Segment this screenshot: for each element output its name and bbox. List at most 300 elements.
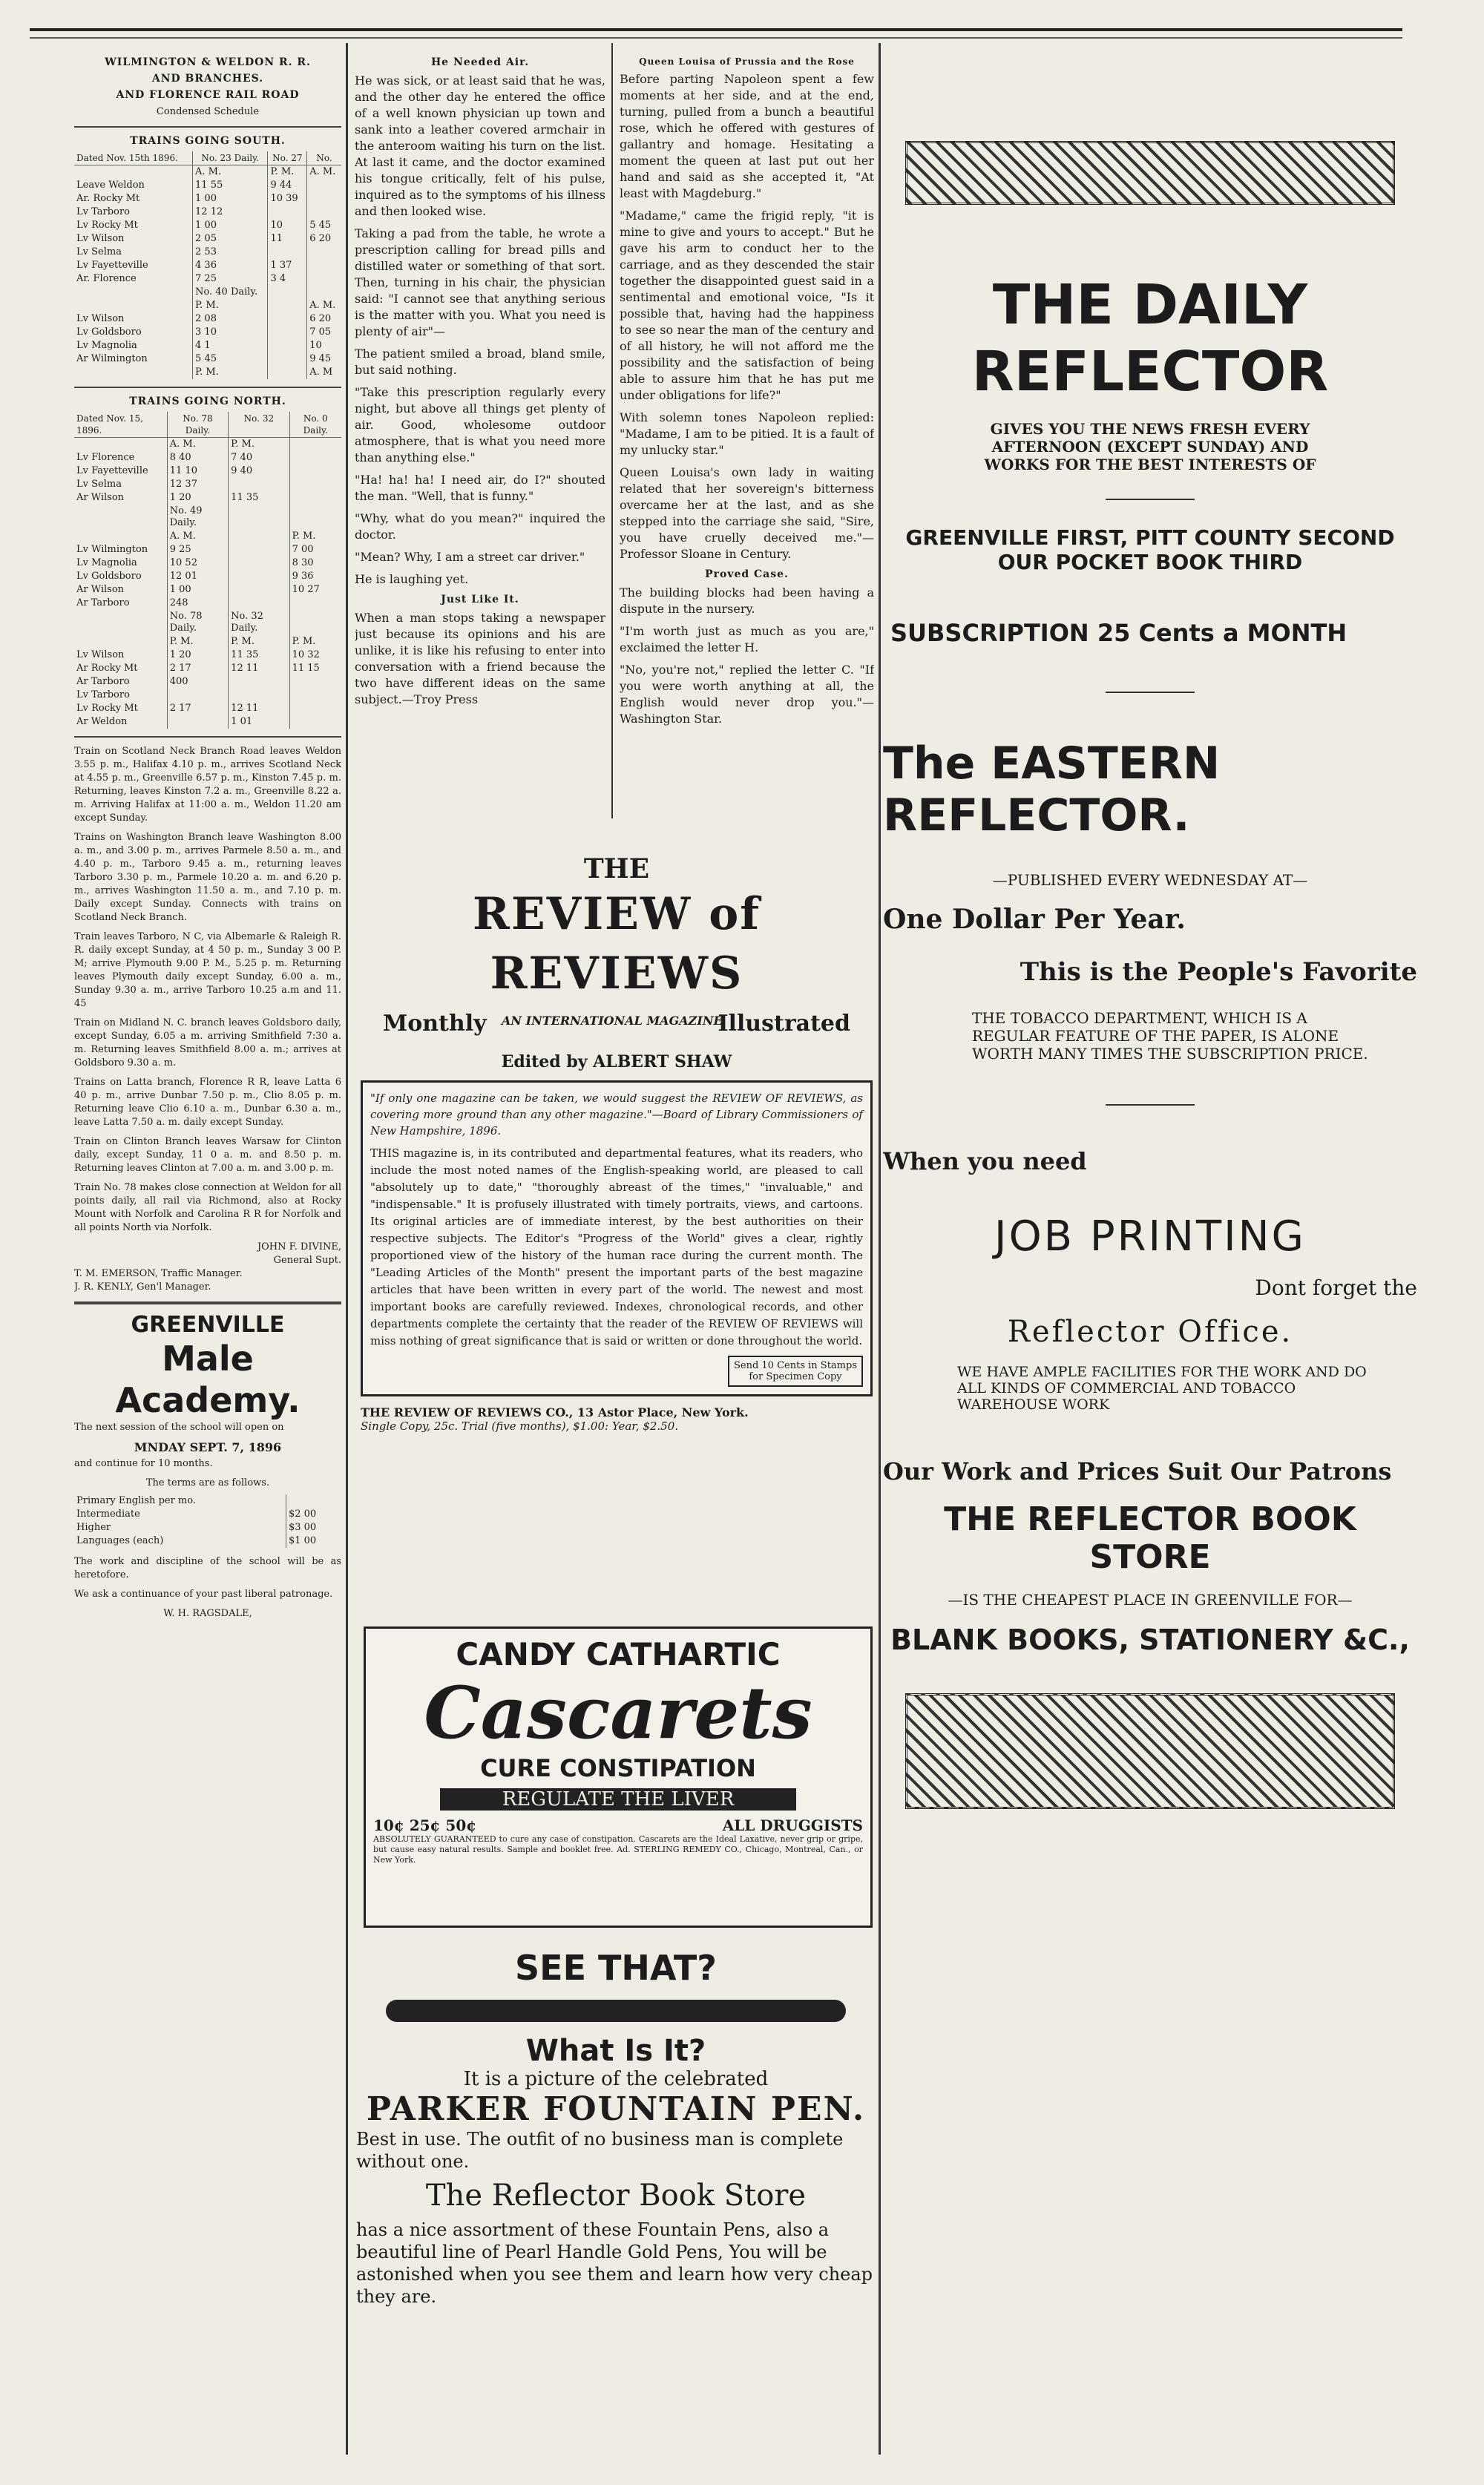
fountain-pen-icon	[386, 2000, 846, 2022]
timetable-row	[74, 570, 341, 583]
table-cell: 1 00	[193, 219, 268, 232]
timetable-row	[74, 451, 341, 464]
paragraph: Before parting Napoleon spent a few moments at her side, and at the end, turning, pulled from a bunch a beautiful rose, which he offered with gestures of gallantry and homage. Hesitating a moment the queen at last put out her hand and said as she accepted it, "At least with Magdeburg."	[620, 72, 874, 200]
rr-illustrated: Illustrated	[718, 1011, 850, 1037]
timetable-row	[74, 610, 341, 635]
table-cell: Lv Rocky Mt	[76, 703, 138, 714]
table-cell: 6 20	[307, 232, 341, 246]
table-cell	[307, 192, 341, 206]
table-cell	[286, 1494, 341, 1508]
blank-books: BLANK BOOKS, STATIONERY &C.,	[890, 1624, 1410, 1656]
timetable-row	[74, 286, 341, 299]
timetable-row	[74, 246, 341, 259]
academy-head1: GREENVILLE	[131, 1312, 285, 1338]
rr-the: THE	[583, 853, 650, 884]
south-h2: No. 27	[268, 151, 307, 165]
table-cell: Leave Weldon	[76, 180, 145, 191]
table-cell: $3 00	[286, 1521, 341, 1534]
table-cell	[268, 246, 307, 259]
table-cell	[229, 675, 289, 689]
table-cell: No. 40 Daily.	[193, 286, 268, 299]
table-cell: No. 49 Daily.	[167, 505, 228, 530]
rr-sub1: AND BRANCHES.	[151, 73, 264, 85]
like-title: Just Like It.	[441, 594, 519, 605]
table-cell: 400	[167, 675, 228, 689]
table-cell	[167, 715, 228, 729]
north-dated: Dated Nov. 15, 1896.	[74, 412, 167, 438]
ornament-bottom	[905, 1693, 1395, 1809]
paragraph: "Mean? Why, I am a street car driver."	[355, 550, 585, 564]
casc-top: CANDY CATHARTIC	[456, 1636, 781, 1672]
sig1: JOHN F. DIVINE,	[257, 1241, 341, 1253]
north-h3: No. 0 Daily.	[289, 412, 341, 438]
eastern-price: One Dollar Per Year.	[883, 904, 1186, 935]
table-cell	[74, 286, 193, 299]
table-cell: Lv Selma	[76, 246, 122, 257]
table-cell: 1 37	[268, 259, 307, 272]
academy-months: and continue for 10 months.	[74, 1458, 213, 1469]
rr-editor: Edited by ALBERT SHAW	[501, 1052, 732, 1071]
table-cell	[268, 339, 307, 352]
table-cell: P. M.	[289, 530, 341, 543]
table-cell: Lv Selma	[76, 479, 122, 490]
rr-body: THIS magazine is, in its contributed and departmental features, what its readers, who include the most noted names of the English-speaking world, are pleased to call "absolutely up to date," "thoroughly abreast of the times," "invaluable," and "indispensable." It is profusely illustrated with timely portraits, views, and cartoons. Its original articles are of immediate interest, by the best authorities on their respective subjects. The Editor's "Progress of the World" gives a clear, rightly proportioned view of the history of the human race during the current month. The "Leading Articles of the Month" present the important parts of the best magazine articles that have been written in every part of the world. The newest and most important books are carefully reviewed. Indexes, chronological records, and other departments complete the certainty that the reader of the REVIEW OF REVIEWS will miss nothing of great significance that is said or written or done throughout the world.	[370, 1146, 863, 1347]
table-cell: 10 32	[289, 649, 341, 662]
timetable-row	[74, 675, 341, 689]
timetable-row	[74, 505, 341, 530]
table-cell: 1 00	[167, 583, 228, 597]
casc-prices: 10¢ 25¢ 50¢	[373, 1816, 477, 1834]
timetable-row	[74, 366, 341, 379]
pen-see: SEE THAT?	[515, 1948, 717, 1988]
table-cell: Lv Magnolia	[76, 557, 137, 568]
timetable-row	[74, 326, 341, 339]
table-cell: 10	[307, 339, 341, 352]
table-cell: A. M.	[193, 165, 268, 180]
fee-row	[74, 1508, 341, 1521]
table-cell: 1 00	[193, 192, 268, 206]
south-h1: No. 23 Daily.	[193, 151, 268, 165]
timetable-row	[74, 179, 341, 192]
rr-co: THE REVIEW OF REVIEWS CO., 13 Astor Place, New York.	[361, 1405, 749, 1419]
table-cell	[74, 299, 193, 312]
paragraph: Queen Louisa's own lady in waiting related that her sovereign's bitterness overcame her at the last, and as she stepped into the carriage she said, "Sire, you have cruelly deceived me."—Professor Sloane in Century.	[620, 465, 874, 561]
timetable-row	[74, 165, 341, 180]
table-cell: 12 11	[229, 662, 289, 675]
table-cell: 4 36	[193, 259, 268, 272]
table-cell: 7 40	[229, 451, 289, 464]
rr-title: WILMINGTON & WELDON R. R.	[105, 56, 311, 68]
table-cell: Lv Goldsboro	[76, 571, 142, 582]
pen-what: What Is It?	[525, 2034, 706, 2068]
table-cell: 2 17	[167, 662, 228, 675]
table-cell: Lv Wilson	[76, 233, 125, 244]
timetable-row	[74, 597, 341, 610]
table-cell	[229, 478, 289, 491]
table-cell: 12 12	[193, 206, 268, 219]
table-cell	[268, 326, 307, 339]
table-cell	[229, 570, 289, 583]
table-cell	[307, 259, 341, 272]
table-cell	[268, 366, 307, 379]
table-cell	[268, 206, 307, 219]
table-cell: Languages (each)	[76, 1535, 164, 1546]
table-cell: 8 30	[289, 557, 341, 570]
table-cell: Lv Fayetteville	[76, 260, 148, 271]
job-printing: JOB PRINTING	[994, 1212, 1306, 1261]
rr-box	[361, 1080, 873, 1396]
table-cell	[307, 179, 341, 192]
sig3: J. R. KENLY, Gen'l Manager.	[74, 1281, 211, 1293]
table-cell: 12 11	[229, 702, 289, 715]
timetable-row	[74, 543, 341, 557]
divider	[1106, 1104, 1195, 1106]
railroad-column	[74, 52, 341, 2456]
timetable-row	[74, 464, 341, 478]
like-para: When a man stops taking a newspaper just because its opinions and his are unlike, it is like his refusing to enter into conversation with a friend because the two have different ideas on the same subject.—Troy Press	[355, 611, 605, 706]
table-cell	[229, 530, 289, 543]
paragraph: Train on Midland N. C. branch leaves Goldsboro daily, except Sunday, 6.05 a m. arriving Smithfield 7:30 a. m. Returning leaves Smithfield 8.00 a. m.; arrives at Goldsboro 9.30 a. m.	[74, 1017, 341, 1068]
cheapest: —IS THE CHEAPEST PLACE IN GREENVILLE FOR—	[948, 1591, 1353, 1609]
cascarets-ad	[364, 1626, 873, 1928]
table-cell	[307, 246, 341, 259]
table-cell: Lv Wilson	[76, 649, 125, 660]
academy-fees	[74, 1494, 341, 1548]
table-cell: Lv Fayetteville	[76, 465, 148, 476]
table-cell	[229, 557, 289, 570]
paragraph: He was sick, or at least said that he was, and the other day he entered the office of a well known physician up town and sank into a leather covered armchair in the anteroom waiting his turn on the list. At last it came, and the doctor examined his tongue critically, felt of his pulse, inquired as to the symptoms of his illness and then looked wise.	[355, 73, 605, 218]
south-h3: No.	[307, 151, 341, 165]
table-cell	[289, 597, 341, 610]
table-cell	[74, 530, 167, 543]
table-cell: A. M.	[167, 438, 228, 452]
table-cell: 2 05	[193, 232, 268, 246]
reflector-column	[883, 52, 1417, 2471]
academy-sig: W. H. RAGSDALE,	[163, 1608, 252, 1619]
timetable-row	[74, 583, 341, 597]
table-cell: 9 44	[268, 179, 307, 192]
table-cell	[74, 438, 167, 452]
eastern-pub: —PUBLISHED EVERY WEDNESDAY AT—	[992, 871, 1308, 889]
table-cell: Ar. Rocky Mt	[76, 193, 140, 204]
table-cell: Ar Weldon	[76, 716, 128, 727]
table-cell: A. M	[307, 366, 341, 379]
stories-left	[355, 52, 605, 816]
sig2: T. M. EMERSON, Traffic Manager.	[74, 1268, 243, 1279]
south-heading: TRAINS GOING SOUTH.	[130, 135, 286, 147]
paragraph: "Ha! ha! ha! I need air, do I?" shouted the man. "Well, that is funny."	[355, 473, 605, 503]
table-cell: Ar Tarboro	[76, 676, 130, 687]
table-cell: 2 08	[193, 312, 268, 326]
paragraph: The building blocks had been having a dispute in the nursery.	[620, 585, 874, 616]
rr-prices: Single Copy, 25c. Trial (five months), $1.00: Year, $2.50.	[361, 1419, 679, 1433]
timetable-row	[74, 662, 341, 675]
rr-banner: AN INTERNATIONAL MAGAZINE	[502, 1014, 723, 1028]
divider	[74, 1301, 341, 1304]
table-cell	[268, 299, 307, 312]
ornament-top	[905, 141, 1395, 205]
table-cell: 3 4	[268, 272, 307, 286]
table-cell: 4 1	[193, 339, 268, 352]
timetable-row	[74, 192, 341, 206]
table-cell	[229, 543, 289, 557]
timetable-row	[74, 272, 341, 286]
timetable-row	[74, 635, 341, 649]
paragraph: "I'm worth just as much as you are," exclaimed the letter H.	[620, 624, 874, 654]
table-cell: P. M.	[229, 438, 289, 452]
table-cell: Ar Wilson	[76, 492, 125, 503]
table-cell: 11 35	[229, 491, 289, 505]
table-cell: 10 27	[289, 583, 341, 597]
casc-all: ALL DRUGGISTS	[722, 1816, 863, 1834]
fee-row	[74, 1534, 341, 1548]
table-cell: 12 01	[167, 570, 228, 583]
table-cell: Lv Tarboro	[76, 689, 130, 700]
academy-intro: The next session of the school will open on	[74, 1422, 284, 1433]
pen-pic: It is a picture of the celebrated	[463, 2068, 769, 2090]
pen-store: The Reflector Book Store	[425, 2179, 807, 2213]
greenville-line: GREENVILLE FIRST, PITT COUNTY SECOND OUR POCKET BOOK THIRD	[905, 525, 1395, 574]
fee-row	[74, 1494, 341, 1508]
daily-sub: GIVES YOU THE NEWS FRESH EVERY AFTERNOON (EXCEPT SUNDAY) AND WORKS FOR THE BEST INTERESTS OF	[984, 420, 1316, 473]
paragraph: "No, you're not," replied the letter C. "If you were worth anything at all, the English would never drop you."—Washington Star.	[620, 663, 874, 726]
paragraph: The patient smiled a broad, bland smile, but said nothing.	[355, 347, 605, 377]
table-cell: 7 00	[289, 543, 341, 557]
table-cell: 11 10	[167, 464, 228, 478]
table-cell: 1 20	[167, 649, 228, 662]
sig1-title: General Supt.	[273, 1255, 341, 1266]
timetable-row	[74, 715, 341, 729]
pen-name: PARKER FOUNTAIN PEN.	[366, 2090, 866, 2128]
timetable-row	[74, 206, 341, 219]
timetable-row	[74, 312, 341, 326]
table-cell	[289, 451, 341, 464]
divider	[74, 736, 341, 738]
table-cell: 11 15	[289, 662, 341, 675]
table-cell: Primary English per mo.	[76, 1495, 196, 1506]
column-divider-2a	[611, 43, 613, 818]
table-cell: 9 25	[167, 543, 228, 557]
north-timetable	[74, 412, 341, 729]
need: When you need	[883, 1147, 1087, 1175]
table-cell: P. M.	[193, 366, 268, 379]
table-cell: Lv Magnolia	[76, 340, 137, 351]
table-cell: 8 40	[167, 451, 228, 464]
table-cell: 10	[268, 219, 307, 232]
fee-row	[74, 1521, 341, 1534]
table-cell: P. M.	[229, 635, 289, 649]
paragraph: Train leaves Tarboro, N C, via Albemarle & Raleigh R. R. daily except Sunday, at 4 50 p. m., Sunday 3 00 P. M; arrive Plymouth 9.00 P. M., 5.25 p. m. Returning leaves Plymouth daily except Sunday, 6.00 a. m., Sunday 9.30 a. m., arrive Tarboro 10.25 a.m and 11. 45	[74, 931, 341, 1009]
column-divider-1	[346, 43, 348, 2455]
north-h2: No. 32	[229, 412, 289, 438]
casc-cure: CURE CONSTIPATION	[480, 1754, 756, 1782]
table-cell	[289, 702, 341, 715]
table-cell: P. M.	[193, 299, 268, 312]
table-cell: A. M.	[307, 299, 341, 312]
subscription: SUBSCRIPTION 25 Cents a MONTH	[890, 619, 1347, 647]
table-cell: 9 40	[229, 464, 289, 478]
daily-name: THE DAILY REFLECTOR	[971, 273, 1329, 404]
table-cell	[229, 583, 289, 597]
table-cell	[307, 206, 341, 219]
table-cell: 2 53	[193, 246, 268, 259]
table-cell: Lv Goldsboro	[76, 326, 142, 338]
timetable-row	[74, 530, 341, 543]
timetable-row	[74, 259, 341, 272]
pen-body: has a nice assortment of these Fountain Pens, also a beautiful line of Pearl Handle Gold Pens, You will be astonished when you see them and learn how very cheap they are.	[356, 2219, 873, 2307]
queen-title: Queen Louisa of Prussia and the Rose	[639, 56, 855, 67]
table-cell: 248	[167, 597, 228, 610]
table-cell	[74, 610, 167, 635]
paragraph: Train No. 78 makes close connection at Weldon for all points daily, all rail via Richmond, also at Rocky Mount with Norfolk and Carolina R R for Norfolk and all points North via Norfolk.	[74, 1182, 341, 1233]
table-cell	[289, 464, 341, 478]
north-heading: TRAINS GOING NORTH.	[129, 395, 286, 407]
table-cell	[289, 491, 341, 505]
table-cell	[74, 366, 193, 379]
table-cell: No. 78 Daily.	[167, 610, 228, 635]
table-cell: Lv Florence	[76, 452, 135, 463]
timetable-row	[74, 299, 341, 312]
timetable-row	[74, 438, 341, 452]
parker-pen-ad	[356, 1948, 876, 2452]
table-cell	[289, 689, 341, 702]
table-cell: Intermediate	[76, 1509, 140, 1520]
timetable-row	[74, 702, 341, 715]
top-rule	[30, 28, 1402, 31]
table-cell	[289, 610, 341, 635]
table-cell	[289, 675, 341, 689]
timetable-row	[74, 491, 341, 505]
paragraph: Trains on Washington Branch leave Washington 8.00 a. m., and 3.00 p. m., arrives Parmele 8.50 a. m., and 4.40 p. m., Tarboro 9.45 a. m., returning leaves Tarboro 3.30 p. m., Parmele 10.20 a. m. and 6.20 p. m., arrives Washington 11.50 a. m., and 7.10 p. m. Daily except Sunday. Connects with trains on Scotland Neck Branch.	[74, 832, 341, 923]
reflector-office: Reflector Office.	[1007, 1315, 1293, 1349]
rr-sub2: AND FLORENCE RAIL ROAD	[116, 89, 300, 101]
academy-head2: Male Academy.	[115, 1339, 301, 1420]
table-cell: Ar Wilmington	[76, 353, 148, 364]
timetable-row	[74, 689, 341, 702]
divider	[74, 126, 341, 128]
table-cell	[289, 478, 341, 491]
table-cell: A. M.	[307, 165, 341, 180]
table-cell: 9 36	[289, 570, 341, 583]
table-cell	[229, 689, 289, 702]
table-cell: 11	[268, 232, 307, 246]
air-title: He Needed Air.	[430, 56, 530, 68]
south-dated: Dated Nov. 15th 1896.	[74, 151, 193, 165]
table-cell: $2 00	[286, 1508, 341, 1521]
facilities: WE HAVE AMPLE FACILITIES FOR THE WORK AND DO ALL KINDS OF COMMERCIAL AND TOBACCO WAREHOUSE WORK	[957, 1364, 1367, 1413]
top-rule-thin	[30, 37, 1402, 39]
paragraph: "Take this prescription regularly every night, but above all things get plenty of air. Good, wholesome outdoor atmosphere, that is what you need more than anything else."	[355, 385, 605, 464]
table-cell: Lv Rocky Mt	[76, 220, 138, 231]
table-cell: P. M.	[289, 635, 341, 649]
academy-ask: We ask a continuance of your past liberal patronage.	[74, 1589, 333, 1600]
divider	[1106, 692, 1195, 693]
north-h1: No. 78 Daily.	[167, 412, 228, 438]
table-cell: 1 20	[167, 491, 228, 505]
table-cell: 7 05	[307, 326, 341, 339]
table-cell	[74, 635, 167, 649]
paragraph: He is laughing yet.	[355, 572, 469, 586]
table-cell: 12 37	[167, 478, 228, 491]
table-cell: $1 00	[286, 1534, 341, 1548]
table-cell	[289, 715, 341, 729]
table-cell	[289, 505, 341, 530]
paragraph: "Madame," came the frigid reply, "it is mine to give and yours to accept." But he gave his arm to conduct her to the carriage, and as they descended the stair together the disappointed guest said in a sentimental and emotional voice, "Is it possible that, having had the happiness to see so near the man of the century and of all history, he will not afford me the possibility and the satisfaction of being able to assure him that he has put me under obligations for life?"	[620, 209, 874, 402]
divider	[74, 387, 341, 388]
rr-sub3: Condensed Schedule	[156, 106, 260, 117]
table-cell: A. M.	[167, 530, 228, 543]
column-divider-2	[879, 43, 881, 2455]
table-cell	[229, 505, 289, 530]
table-cell: 11 35	[229, 649, 289, 662]
table-cell: P. M.	[268, 165, 307, 180]
branch-notes	[74, 745, 341, 1235]
academy-discipline: The work and discipline of the school will be as heretofore.	[74, 1556, 341, 1580]
paragraph: Taking a pad from the table, he wrote a prescription calling for bread pills and distilled water or something of that sort. Then, turning in his chair, the physician said: "I cannot see that anything serious is the matter with you. What you need is plenty of air"—	[355, 226, 605, 338]
table-cell	[74, 165, 193, 180]
rr-name: REVIEW of REVIEWS	[472, 888, 761, 999]
queen-story	[620, 71, 874, 562]
suit: Our Work and Prices Suit Our Patrons	[883, 1457, 1392, 1486]
pen-best: Best in use. The outfit of no business man is complete without one.	[356, 2129, 844, 2172]
table-cell: 7 25	[193, 272, 268, 286]
review-of-reviews-ad	[361, 853, 873, 1610]
table-cell: Lv Wilson	[76, 313, 125, 324]
eastern-fav: This is the People's Favorite	[1020, 957, 1417, 987]
table-cell: P. M.	[167, 635, 228, 649]
table-cell: 6 20	[307, 312, 341, 326]
timetable-row	[74, 649, 341, 662]
table-cell	[307, 286, 341, 299]
table-cell	[268, 352, 307, 366]
table-cell	[268, 312, 307, 326]
air-story	[355, 73, 605, 588]
table-cell	[229, 597, 289, 610]
proved-story	[620, 585, 874, 727]
table-cell: Lv Tarboro	[76, 206, 130, 217]
casc-guar: ABSOLUTELY GUARANTEED to cure any case of constipation. Cascarets are the Ideal Laxative, never grip or gripe, but cause easy natural results. Sample and booklet free. Ad. STERLING REMEDY CO., Chicago, Montreal, Can., or New York.	[373, 1834, 863, 1865]
table-cell: 5 45	[193, 352, 268, 366]
table-cell: Ar Tarboro	[76, 597, 130, 608]
timetable-row	[74, 219, 341, 232]
timetable-row	[74, 478, 341, 491]
academy-date: MNDAY SEPT. 7, 1896	[134, 1440, 282, 1454]
paragraph: Trains on Latta branch, Florence R R, leave Latta 6 40 p. m., arrive Dunbar 7.50 p. m., Clio 8.05 p. m. Returning leave Clio 6.10 a. m., Dunbar 6.30 a. m., leave Latta 7.50 a. m. daily except Sunday.	[74, 1077, 341, 1128]
paragraph: Train on Scotland Neck Branch Road leaves Weldon 3.55 p. m., Halifax 4.10 p. m., arrives Scotland Neck at 4.55 p. m., Greenville 6.57 p. m., Kinston 7.45 p. m. Returning, leaves Kinston 7.2 a. m., Greenville 8.22 a. m. Arriving Halifax at 11:00 a. m., Weldon 11.20 am except Sunday.	[74, 746, 341, 824]
rr-quote: "If only one magazine can be taken, we would suggest the REVIEW OF REVIEWS, as covering more ground than any other magazine."—Board of Library Commissioners of New Hampshire, 1896.	[370, 1092, 863, 1138]
timetable-row	[74, 557, 341, 570]
table-cell: 5 45	[307, 219, 341, 232]
casc-name: Cascarets	[424, 1671, 812, 1755]
table-cell: 10 52	[167, 557, 228, 570]
table-cell: 2 17	[167, 702, 228, 715]
casc-reg: REGULATE THE LIVER	[440, 1788, 796, 1811]
divider	[1106, 499, 1195, 500]
south-timetable	[74, 151, 341, 379]
table-cell: 9 45	[307, 352, 341, 366]
table-cell: Ar. Florence	[76, 273, 137, 284]
timetable-row	[74, 232, 341, 246]
timetable-row	[74, 352, 341, 366]
proved-title: Proved Case.	[705, 568, 789, 580]
dont-forget: Dont forget the	[1255, 1276, 1417, 1300]
table-cell: Lv Wilmington	[76, 544, 148, 555]
rr-send: Send 10 Cents in Stamps for Specimen Copy	[728, 1356, 863, 1387]
table-cell	[268, 286, 307, 299]
table-cell: 11 55	[193, 179, 268, 192]
table-cell	[307, 272, 341, 286]
table-cell	[74, 505, 167, 530]
